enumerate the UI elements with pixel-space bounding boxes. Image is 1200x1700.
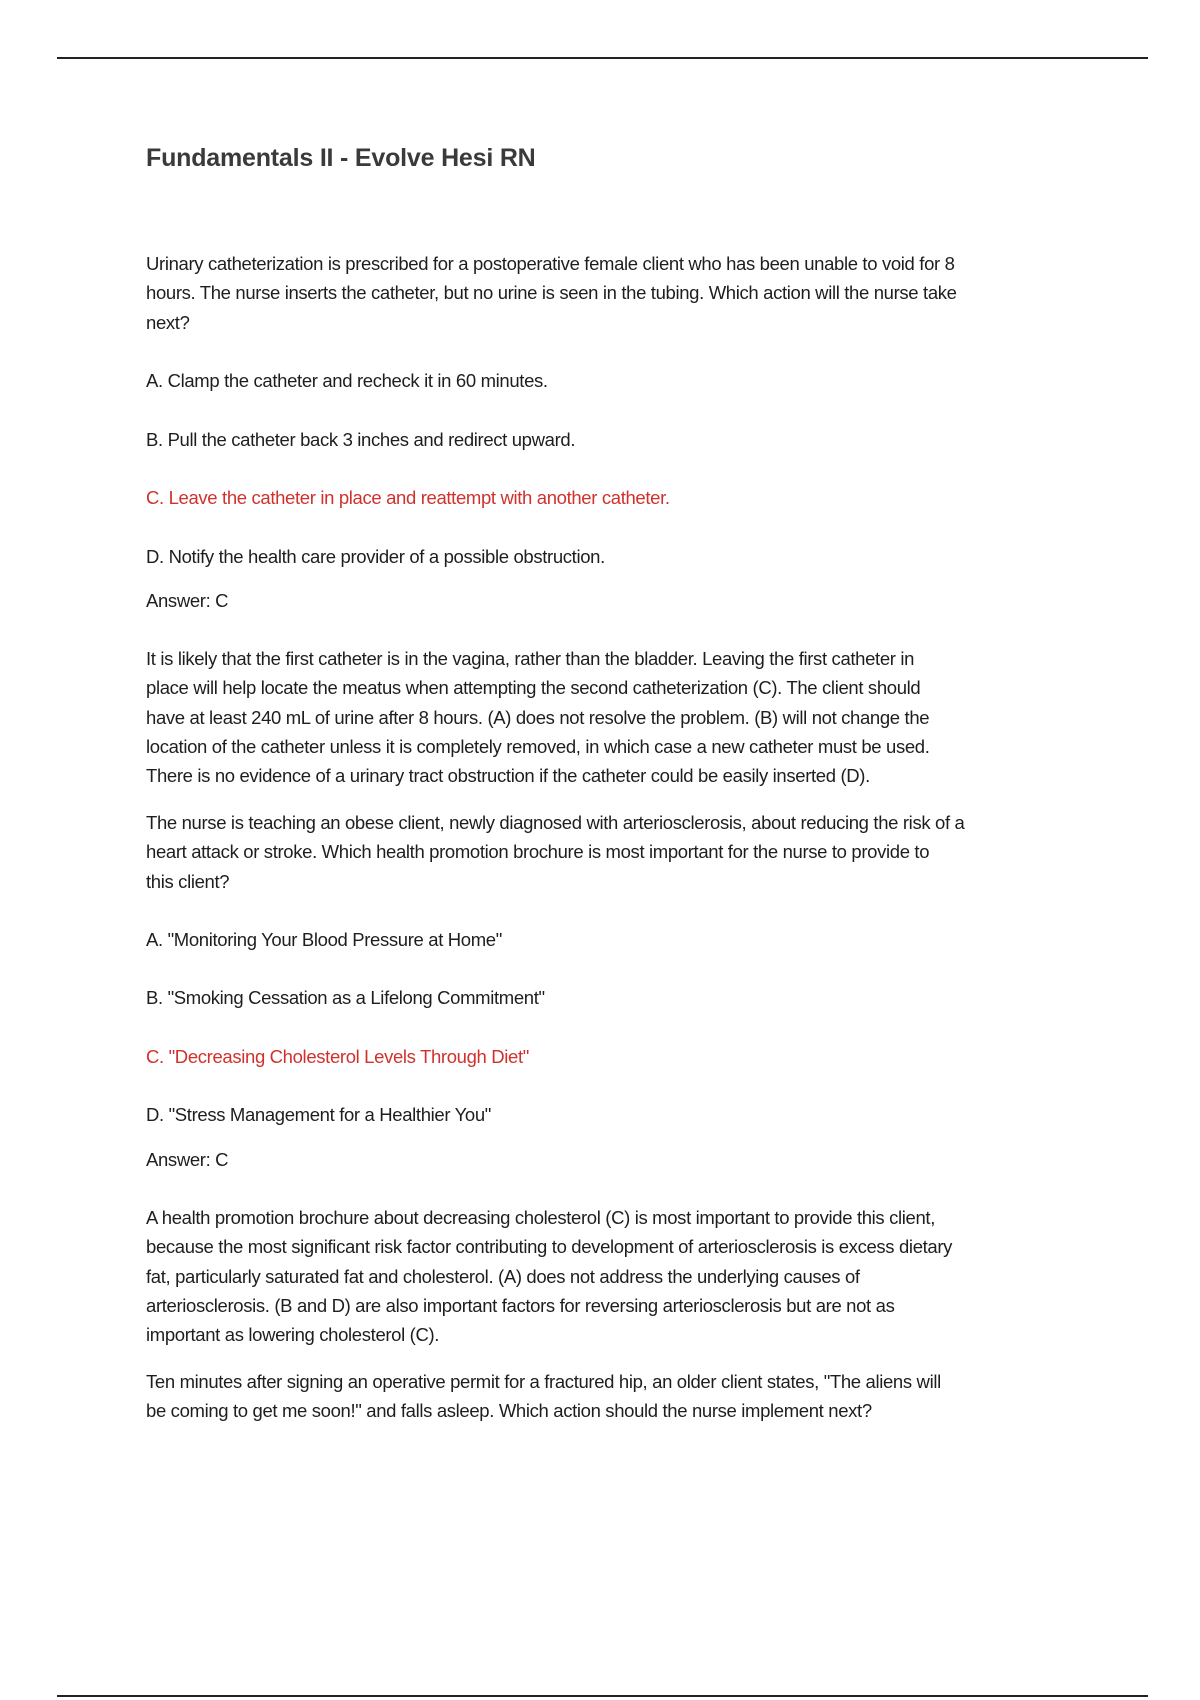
q2-answer: Answer: C — [146, 1149, 229, 1170]
explanation-line: There is no evidence of a urinary tract obstruction if the catheter could be easily inserted (D). — [146, 765, 870, 787]
question-line: hours. The nurse inserts the catheter, but no urine is seen in the tubing. Which action will the nurse take — [146, 282, 957, 304]
q1-explanation — [146, 644, 930, 790]
q2-explanation — [146, 1203, 952, 1349]
q2-option-b: B. "Smoking Cessation as a Lifelong Commitment" — [146, 987, 545, 1008]
question-1 — [146, 249, 957, 337]
question-line: The nurse is teaching an obese client, newly diagnosed with arteriosclerosis, about reducing the risk of a — [146, 812, 965, 833]
q1-option-a: A. Clamp the catheter and recheck it in 60 minutes. — [146, 370, 548, 391]
q2-option-a: A. "Monitoring Your Blood Pressure at Home" — [146, 929, 502, 950]
bottom-rule — [57, 1695, 1148, 1697]
explanation-line: important as lowering cholesterol (C). — [146, 1324, 440, 1346]
explanation-line: because the most significant risk factor contributing to development of arteriosclerosis is excess dietary — [146, 1236, 953, 1258]
question-line: this client? — [146, 870, 230, 892]
explanation-line: It is likely that the first catheter is in the vagina, rather than the bladder. Leaving the first catheter in — [146, 648, 915, 669]
explanation-line: place will help locate the meatus when attempting the second catheterization (C). The client should — [146, 677, 921, 699]
question-line: Urinary catheterization is prescribed for a postoperative female client who has been unable to void for 8 — [146, 253, 955, 274]
question-2 — [146, 808, 965, 896]
q2-option-d: D. "Stress Management for a Healthier You" — [146, 1104, 491, 1125]
question-line: Ten minutes after signing an operative permit for a fractured hip, an older client states, "The aliens will — [146, 1371, 941, 1392]
explanation-line: fat, particularly saturated fat and cholesterol. (A) does not address the underlying causes of — [146, 1265, 860, 1287]
q1-option-b: B. Pull the catheter back 3 inches and redirect upward. — [146, 429, 576, 450]
page-title: Fundamentals II - Evolve Hesi RN — [146, 144, 536, 172]
q2-option-c-correct: C. "Decreasing Cholesterol Levels Through Diet" — [146, 1046, 529, 1067]
question-line: heart attack or stroke. Which health promotion brochure is most important for the nurse to provide to — [146, 841, 930, 863]
explanation-line: arteriosclerosis. (B and D) are also important factors for reversing arteriosclerosis but are not as — [146, 1294, 895, 1316]
q1-option-d: D. Notify the health care provider of a possible obstruction. — [146, 546, 605, 567]
explanation-line: have at least 240 mL of urine after 8 hours. (A) does not resolve the problem. (B) will not change the — [146, 706, 930, 728]
question-line: next? — [146, 311, 190, 333]
q1-option-c-correct: C. Leave the catheter in place and reattempt with another catheter. — [146, 487, 670, 508]
top-rule — [57, 57, 1148, 59]
q1-answer: Answer: C — [146, 590, 229, 611]
explanation-line: A health promotion brochure about decreasing cholesterol (C) is most important to provide this client, — [146, 1207, 935, 1228]
question-line: be coming to get me soon!" and falls asleep. Which action should the nurse implement next? — [146, 1400, 872, 1422]
question-3 — [146, 1367, 941, 1426]
explanation-line: location of the catheter unless it is completely removed, in which case a new catheter must be used. — [146, 735, 930, 757]
